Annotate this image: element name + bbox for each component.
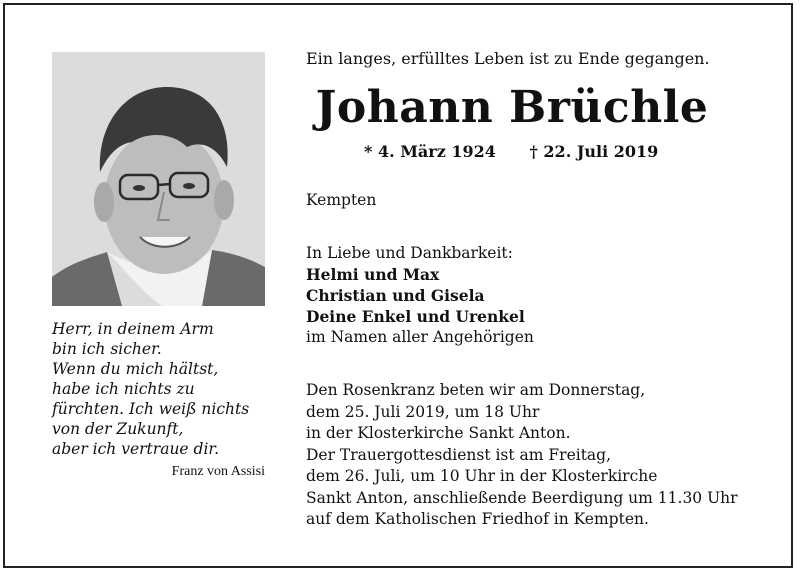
service-line: in der Klosterkirche Sankt Anton. xyxy=(306,424,571,442)
poem-line: fürchten. Ich weiß nichts xyxy=(52,400,250,418)
family-intro: In Liebe und Dankbarkeit: xyxy=(306,244,513,262)
poem-line: von der Zukunft, xyxy=(52,420,184,438)
poem-line: Wenn du mich hältst, xyxy=(52,360,219,378)
family-name: Christian und Gisela xyxy=(306,286,485,305)
poem-line: bin ich sicher. xyxy=(52,340,162,358)
birth-date: * 4. März 1924 xyxy=(364,142,496,161)
service-line: dem 25. Juli 2019, um 18 Uhr xyxy=(306,402,540,421)
poem-line: Herr, in deinem Arm xyxy=(52,320,214,338)
death-date: † 22. Juli 2019 xyxy=(529,142,659,161)
intro-line: Ein langes, erfülltes Leben ist zu Ende gegangen. xyxy=(306,49,710,68)
service-line: Der Trauergottesdienst ist am Freitag, xyxy=(306,445,612,464)
portrait-photo xyxy=(52,52,265,306)
family-name: Deine Enkel und Urenkel xyxy=(306,307,525,326)
service-line: Den Rosenkranz beten wir am Donnerstag, xyxy=(306,381,646,399)
family-closing: im Namen aller Angehörigen xyxy=(306,328,534,346)
poem-line: aber ich vertraue dir. xyxy=(52,440,220,458)
place: Kempten xyxy=(306,191,377,209)
service-info xyxy=(306,380,738,531)
service-line: Sankt Anton, anschließende Beerdigung um 11.30 Uhr xyxy=(306,488,738,507)
poem xyxy=(52,319,267,459)
service-line: dem 26. Juli, um 10 Uhr in der Klosterkirche xyxy=(306,467,658,485)
family-block xyxy=(306,243,534,348)
service-line: auf dem Katholischen Friedhof in Kempten. xyxy=(306,510,649,528)
deceased-name: Johann Brüchle xyxy=(315,82,709,133)
poem-author: Franz von Assisi xyxy=(171,464,265,479)
life-dates xyxy=(364,142,658,161)
family-name: Helmi und Max xyxy=(306,265,440,284)
portrait-illustration xyxy=(52,52,265,306)
poem-line: habe ich nichts zu xyxy=(52,380,195,398)
